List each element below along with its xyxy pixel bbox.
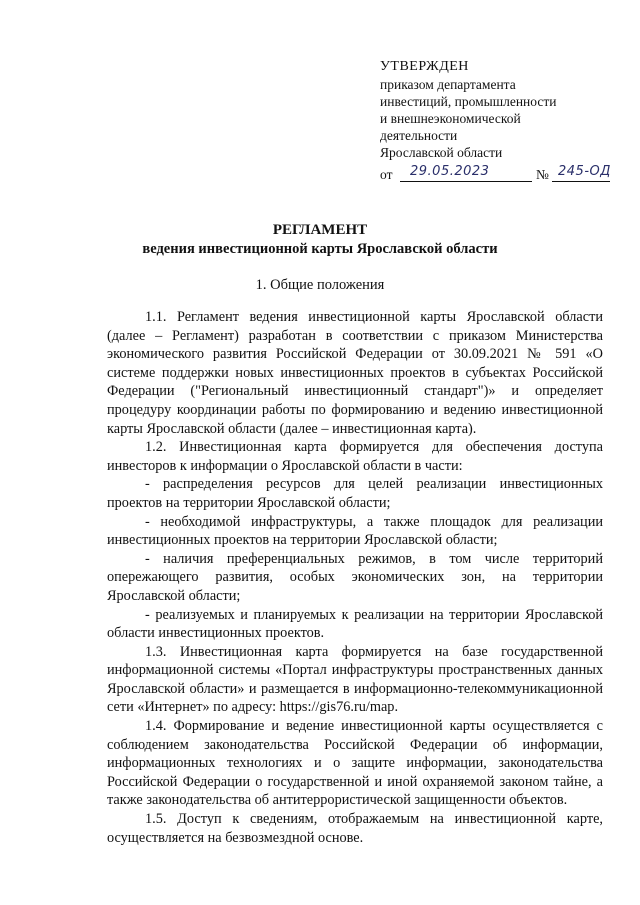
approval-line: Ярославской области: [380, 145, 503, 160]
list-item: - наличия преференциальных режимов, в том числе территорий опережающего развития, особых экономических зон, на территории Ярославской области;: [107, 550, 603, 604]
date-underline: [400, 180, 532, 182]
date-prefix: от: [380, 167, 393, 182]
approval-stamp: [380, 58, 620, 185]
paragraph: 1.5. Доступ к сведениям, отображаемым на инвестиционной карте, осуществляется на безвозмездной основе.: [107, 811, 603, 846]
paragraph: 1.3. Инвестиционная карта формируется на базе государственной информационной системы «Портал инфраструктуры пространственных данных Ярославской области» и размещается в информационно-телекоммуникационной сети «Интернет» по адресу: https://gis76.ru/map.: [107, 643, 603, 716]
approval-line: приказом департамента: [380, 77, 516, 92]
document-body: [107, 308, 603, 847]
document-title: РЕГЛАМЕНТ: [272, 222, 368, 238]
list-item: - распределения ресурсов для целей реализации инвестиционных проектов на территории Ярославской области;: [107, 476, 603, 511]
number-prefix: №: [536, 167, 549, 182]
paragraph: 1.4. Формирование и ведение инвестиционной карты осуществляется с соблюдением законодательства Российской Федерации об информации, информационных технологиях и о защите информации, законодательства Российской Федерации о государственной и иной охраняемой законом тайне, а также законодательства об антитеррористической защищенности объектов.: [107, 718, 603, 809]
section-heading: 1. Общие положения: [255, 277, 385, 293]
approval-heading: УТВЕРЖДЕН: [380, 59, 469, 74]
document-subtitle: ведения инвестиционной карты Ярославской области: [142, 241, 498, 257]
approval-line: инвестиций, промышленности: [380, 94, 557, 109]
number-underline: [552, 180, 610, 182]
list-item: - необходимой инфраструктуры, а также площадок для реализации инвестиционных проектов на территории Ярославской области;: [107, 513, 603, 549]
handwritten-number: 245-ОД: [558, 164, 611, 179]
approval-line: деятельности: [380, 128, 458, 143]
paragraph: 1.1. Регламент ведения инвестиционной карты Ярославской области (далее – Регламент) разработан в соответствии с приказом Министерства экономического развития Российской Федерации от 30.09.2021 № 591 «О системе поддержки новых инвестиционных проектов в субъектах Российской Федерации ("Региональный инвестиционный стандарт")» и определяет процедуру координации работы по формированию и ведению инвестиционной карты Ярославской области (далее – инвестиционная карта).: [107, 309, 603, 437]
list-item: - реализуемых и планируемых к реализации на территории Ярославской области инвестиционных проектов.: [107, 606, 603, 642]
handwritten-date: 29.05.2023: [410, 164, 490, 179]
paragraph: 1.2. Инвестиционная карта формируется для обеспечения доступа инвесторов к информации о Ярославской области в части:: [107, 439, 603, 474]
approval-line: и внешнеэкономической: [380, 111, 521, 126]
approval-date-number-row: [380, 163, 620, 185]
